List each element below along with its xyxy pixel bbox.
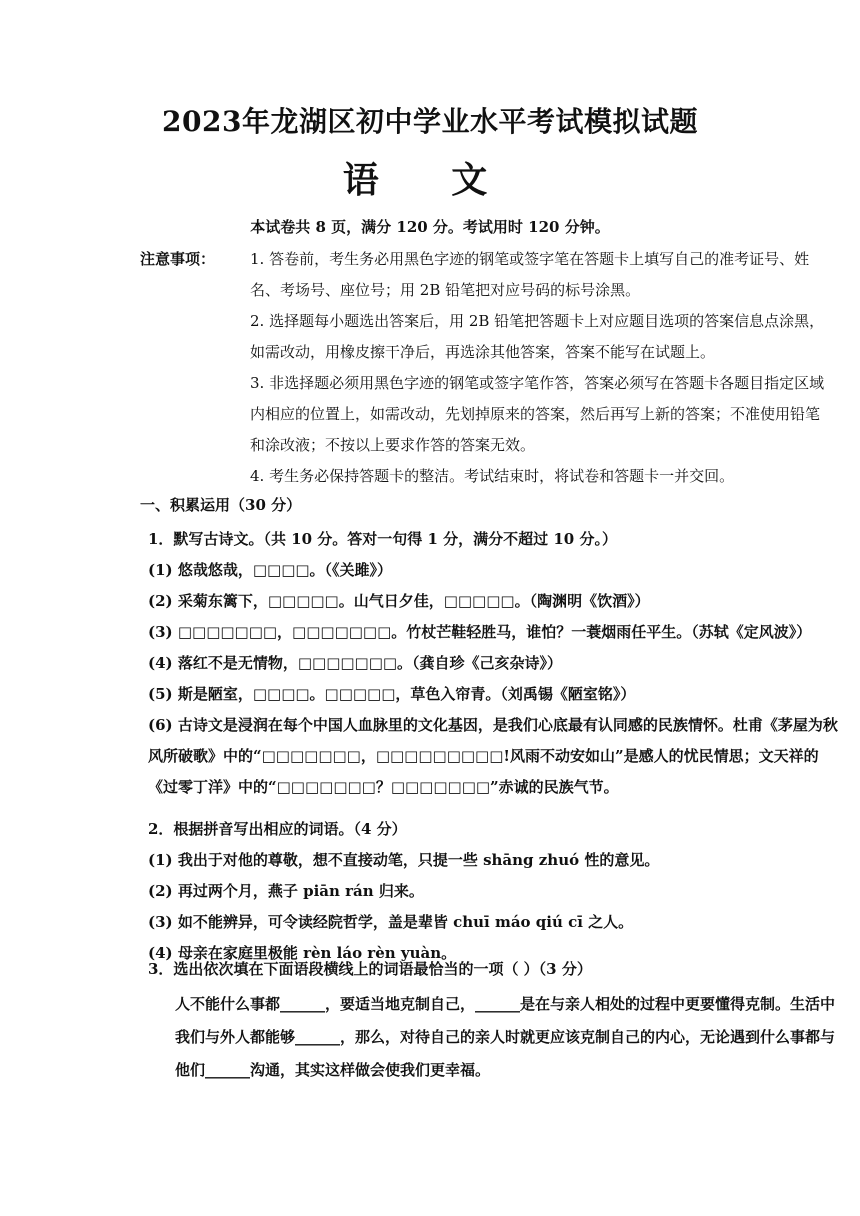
notice-item-text: 4. 考生务必保持答题卡的整洁。考试结束时，将试卷和答题卡一并交回。	[250, 467, 735, 485]
notice-item	[140, 461, 830, 492]
page-title: 2023年龙湖区初中学业水平考试模拟试题	[162, 105, 698, 138]
question-item: (4) 落红不是无情物，□□□□□□□。（龚自珍《己亥杂诗》）	[148, 654, 563, 672]
notice-item	[140, 244, 830, 306]
notice-label: 注意事项：	[140, 250, 216, 268]
question-item: (1) 我出于对他的尊敬，想不直接动笔，只提一些 shāng zhuó 性的意见。	[148, 851, 660, 869]
section-heading: 一、积累运用（30 分）	[140, 496, 302, 514]
notice-item-text: 1. 答卷前，考生务必用黑色字迹的钢笔或签字笔在答题卡上填写自己的准考证号、姓名、考场号、座位号；用 2B 铅笔把对应号码的标号涂黑。	[250, 250, 810, 299]
question-item: (3) □□□□□□□，□□□□□□□。竹杖芒鞋轻胜马，谁怕？一蓑烟雨任平生。（苏轼《定风波》）	[148, 623, 812, 641]
question-item: (5) 斯是陋室，□□□□。□□□□□，草色入帘青。（刘禹锡《陋室铭》）	[148, 685, 636, 703]
question-stem: 2．根据拼音写出相应的词语。（4 分）	[148, 820, 407, 838]
question-item: (6) 古诗文是浸润在每个中国人血脉里的文化基因，是我们心底最有认同感的民族情怀。杜甫《茅屋为秋风所破歌》中的“□□□□□□□，□□□□□□□□□!风雨不动安如山”是感人的忧民情思；文天祥的《过零丁洋》中的“□□□□□□□？□□□□□□□”赤诚的民族气节。	[148, 716, 838, 796]
question-item: (2) 再过两个月，燕子 piān rán 归来。	[148, 882, 424, 900]
notice-block	[140, 244, 830, 492]
question-stem: 1．默写古诗文。（共 10 分。答对一句得 1 分，满分不超过 10 分。）	[148, 530, 617, 548]
subject-title: 语 文	[342, 159, 518, 201]
notice-item	[140, 306, 830, 368]
question-1	[148, 524, 838, 803]
exam-info: 本试卷共 8 页，满分 120 分。考试用时 120 分钟。	[250, 218, 610, 236]
question-stem: 3．选出依次填在下面语段横线上的词语最恰当的一项（ ）（3 分）	[148, 960, 592, 978]
notice-item	[140, 368, 830, 461]
notice-item-text: 2. 选择题每小题选出答案后，用 2B 铅笔把答题卡上对应题目选项的答案信息点涂黑，如需改动，用橡皮擦干净后，再选涂其他答案，答案不能写在试题上。	[250, 312, 825, 361]
question-2	[148, 814, 838, 969]
question-3-passage: 人不能什么事都______，要适当地克制自己，______是在与亲人相处的过程中更要懂得克制。生活中我们与外人都能够______，那么，对待自己的亲人时就更应该克制自己的内心，无论遇到什么事都与他们______沟通，其实这样做会使我们更幸福。	[175, 995, 836, 1079]
question-item: (2) 采菊东篱下，□□□□□。山气日夕佳，□□□□□。（陶渊明《饮酒》）	[148, 592, 650, 610]
question-3	[148, 954, 838, 985]
question-item: (4) 母亲在家庭里极能 rèn láo rèn yuàn。	[148, 944, 457, 962]
question-item: (1) 悠哉悠哉，□□□□。（《关雎》）	[148, 561, 393, 579]
notice-item-text: 3. 非选择题必须用黑色字迹的钢笔或签字笔作答，答案必须写在答题卡各题目指定区域内相应的位置上，如需改动，先划掉原来的答案，然后再写上新的答案；不准使用铅笔和涂改液；不按以上要求作答的答案无效。	[250, 374, 825, 454]
question-item: (3) 如不能辨异，可令读经院哲学，盖是辈皆 chuī máo qiú cī 之人。	[148, 913, 634, 931]
